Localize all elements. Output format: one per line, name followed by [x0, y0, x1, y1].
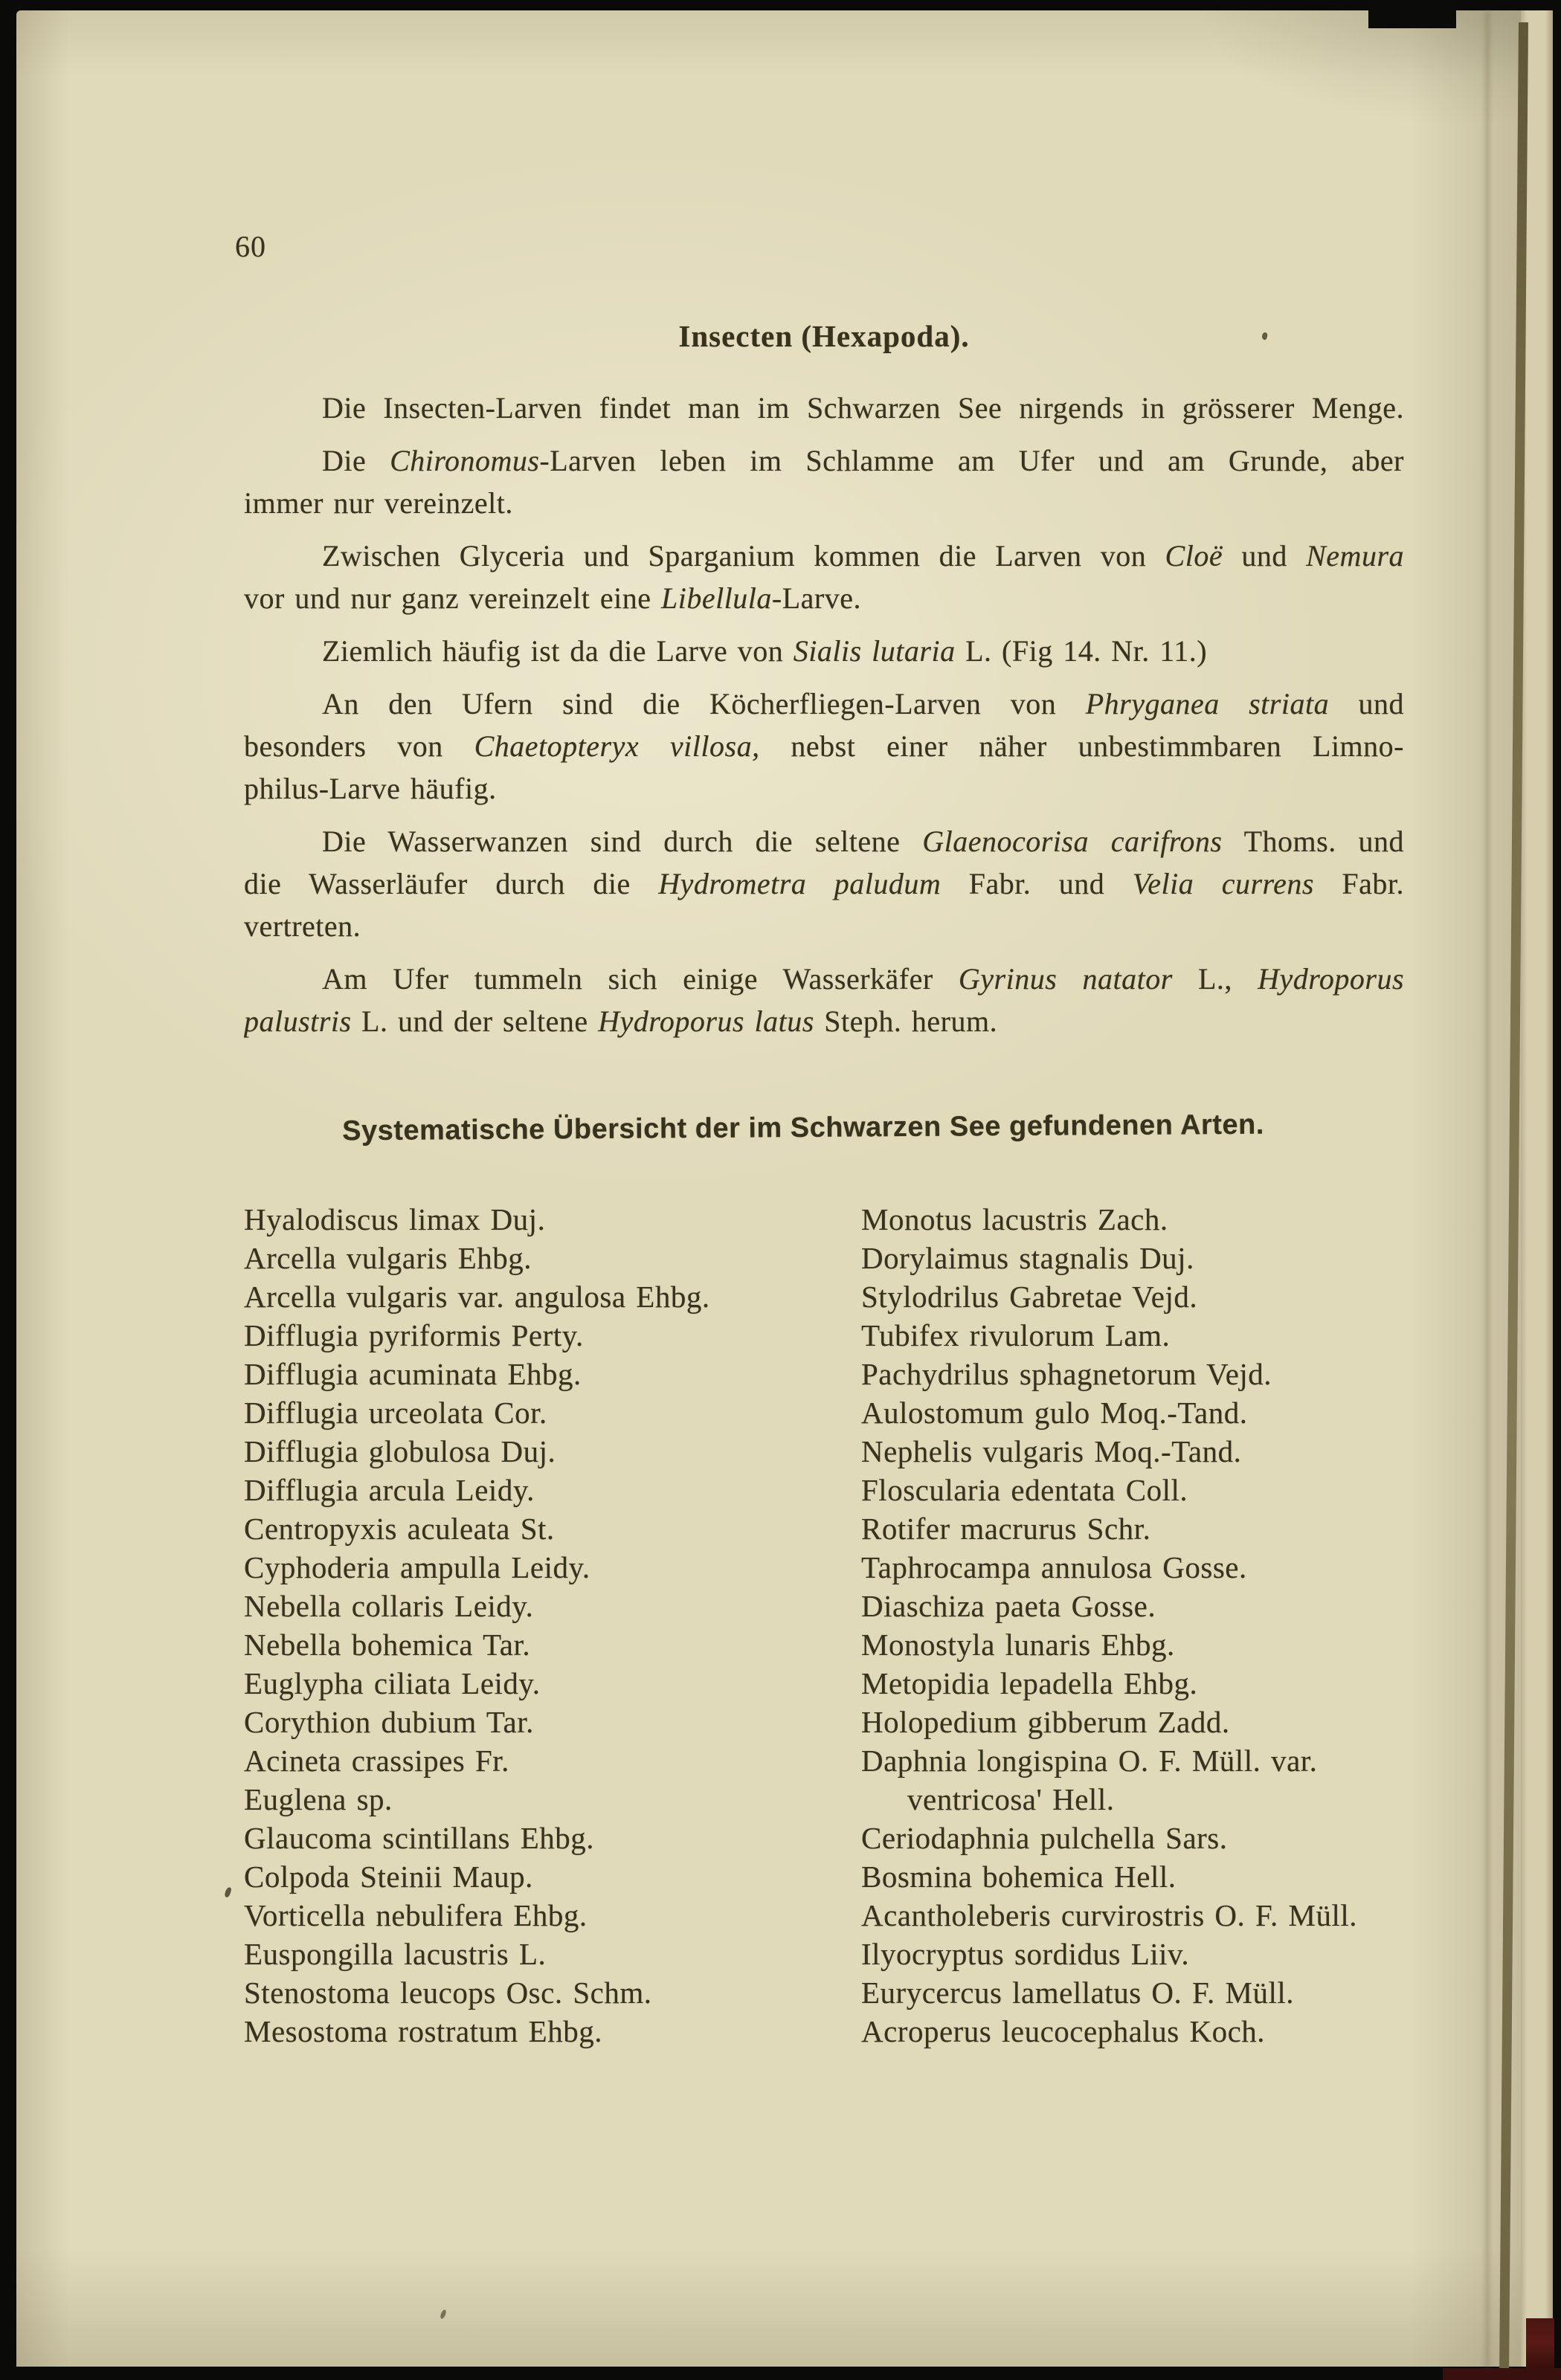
species-list-left-column: [244, 1200, 854, 2051]
body-line: [244, 535, 1404, 577]
body-line: [244, 1000, 1404, 1042]
text-segment: Ziemlich häufig ist da die Larve von: [322, 634, 794, 668]
species-item: Hyalodiscus limax Duj.: [244, 1202, 546, 1236]
paragraph: [244, 535, 1404, 619]
body-line: [244, 905, 1404, 947]
text-segment: Phryganea striata: [1085, 687, 1330, 720]
species-item: Holopedium gibberum Zadd.: [861, 1705, 1230, 1739]
text-segment: Fabr.: [1313, 867, 1404, 900]
species-item: Euglena sp.: [244, 1782, 393, 1816]
species-list-right-column: [861, 1200, 1471, 2051]
text-segment: und: [1329, 687, 1404, 720]
text-segment: Glaenocorisa carifrons: [922, 825, 1223, 858]
species-item: Euspongilla lacustris L.: [244, 1937, 547, 1971]
species-item: Difflugia pyriformis Perty.: [244, 1318, 584, 1352]
species-item: Mesostoma rostratum Ehbg.: [244, 2014, 602, 2048]
species-item: Difflugia urceolata Cor.: [244, 1396, 547, 1430]
text-segment: Hydrometra paludum: [658, 867, 942, 900]
text-segment: Zwischen Glyceria und Sparganium kommen die Larven von: [322, 539, 1165, 573]
text-segment: Steph. herum.: [814, 1004, 998, 1038]
species-item: Dorylaimus stagnalis Duj.: [861, 1241, 1194, 1275]
species-item: Ceriodaphnia pulchella Sars.: [861, 1821, 1228, 1855]
text-segment: Sialis lutaria: [793, 634, 956, 668]
chapter-heading: Insecten (Hexapoda).: [678, 319, 970, 353]
text-segment: Hydroporus: [1258, 962, 1404, 996]
text-segment: Fabr. und: [941, 867, 1133, 900]
paragraph: [244, 387, 1404, 429]
body-line: [244, 767, 1404, 810]
text-segment: Chaetopteryx villosa,: [474, 729, 760, 763]
text-segment: -Larven leben im Schlamme am Ufer und am Grunde, aber: [539, 444, 1404, 477]
text-segment: An den Ufern sind die Köcherfliegen-Larven von: [322, 687, 1086, 720]
species-item: Acroperus leucocephalus Koch.: [861, 2014, 1266, 2048]
text-segment: Velia currens: [1132, 867, 1314, 900]
species-item: Euglypha ciliata Leidy.: [244, 1666, 541, 1700]
species-item: Nephelis vulgaris Moq.-Tand.: [861, 1434, 1242, 1468]
paragraph: [244, 439, 1404, 524]
text-segment: Die: [322, 444, 390, 477]
text-segment: Die Wasserwanzen sind durch die seltene: [322, 825, 923, 858]
species-item: Stylodrilus Gabretae Vejd.: [861, 1280, 1198, 1314]
species-item: Bosmina bohemica Hell.: [861, 1860, 1177, 1894]
book-fore-edge: [1521, 10, 1553, 2367]
text-segment: Nemura: [1306, 539, 1404, 573]
species-item: Tubifex rivulorum Lam.: [861, 1318, 1171, 1352]
text-segment: L.,: [1172, 962, 1258, 996]
text-segment: immer nur vereinzelt.: [244, 486, 513, 520]
text-segment: Cloë: [1165, 539, 1223, 573]
body-line: [244, 630, 1404, 672]
text-segment: nebst einer näher unbestimmbaren Limno-: [759, 729, 1404, 763]
species-item: Acantholeberis curvirostris O. F. Müll.: [861, 1898, 1358, 1932]
species-item: Daphnia longispina O. F. Müll. var.: [861, 1744, 1318, 1778]
species-item: Metopidia lepadella Ehbg.: [861, 1666, 1198, 1700]
page-number: 60: [235, 230, 266, 263]
species-item: Nebella collaris Leidy.: [244, 1589, 534, 1623]
body-line: [244, 387, 1404, 429]
species-item: Colpoda Steinii Maup.: [244, 1860, 533, 1894]
paragraph: [244, 958, 1404, 1042]
text-segment: die Wasserläufer durch die: [244, 867, 659, 900]
text-segment: L. (Fig 14. Nr. 11.): [955, 634, 1208, 668]
body-line: [244, 482, 1404, 524]
species-item: Aulostomum gulo Moq.-Tand.: [861, 1396, 1248, 1430]
paragraph: [244, 820, 1404, 947]
species-item: Stenostoma leucops Osc. Schm.: [244, 1976, 652, 2010]
species-item: Floscularia edentata Coll.: [861, 1473, 1188, 1507]
species-item: Arcella vulgaris var. angulosa Ehbg.: [244, 1280, 710, 1314]
binding-shadow-notch: [1368, 0, 1456, 28]
body-line: [244, 820, 1404, 862]
text-segment: Die Insecten-Larven findet man im Schwarzen See nirgends in grösserer Menge.: [322, 391, 1404, 425]
species-item: Corythion dubium Tar.: [244, 1705, 534, 1739]
text-segment: Gyrinus natator: [958, 962, 1173, 996]
text-segment: palustris: [244, 1004, 352, 1038]
text-segment: vertreten.: [244, 909, 361, 943]
species-item: Difflugia globulosa Duj.: [244, 1434, 556, 1468]
species-item: Arcella vulgaris Ehbg.: [244, 1241, 532, 1275]
species-item: Acineta crassipes Fr.: [244, 1744, 509, 1778]
species-item: Ilyocryptus sordidus Liiv.: [861, 1937, 1190, 1971]
text-segment: philus-Larve häufig.: [244, 772, 497, 805]
species-item: Diaschiza paeta Gosse.: [861, 1589, 1156, 1623]
species-item: Monostyla lunaris Ehbg.: [861, 1628, 1175, 1662]
body-line: [244, 862, 1404, 905]
paragraph: [244, 683, 1404, 810]
species-item: Vorticella nebulifera Ehbg.: [244, 1898, 588, 1932]
body-line: [244, 439, 1404, 482]
body-line: [244, 683, 1404, 725]
body-line: [244, 958, 1404, 1000]
text-segment: Am Ufer tummeln sich einige Wasserkäfer: [322, 962, 959, 996]
paragraph: [244, 630, 1404, 672]
text-segment: L. und der seltene: [351, 1004, 599, 1038]
text-segment: Chironomus: [390, 444, 540, 477]
text-segment: Hydroporus latus: [598, 1004, 814, 1038]
text-segment: besonders von: [244, 729, 474, 763]
text-segment: vor und nur ganz vereinzelt eine: [244, 581, 661, 615]
red-cover-edge: [1443, 2368, 1561, 2380]
text-segment: Libellula: [660, 581, 772, 615]
species-item: Centropyxis aculeata St.: [244, 1512, 555, 1546]
body-line: [244, 725, 1404, 767]
species-item: Nebella bohemica Tar.: [244, 1628, 531, 1662]
species-item: Rotifer macrurus Schr.: [861, 1512, 1151, 1546]
species-item: Glaucoma scintillans Ehbg.: [244, 1821, 595, 1855]
species-item: Pachydrilus sphagnetorum Vejd.: [861, 1357, 1272, 1391]
species-item: Difflugia arcula Leidy.: [244, 1473, 535, 1507]
species-item: Monotus lacustris Zach.: [861, 1202, 1168, 1236]
text-segment: -Larve.: [771, 581, 861, 615]
text-segment: Thoms. und: [1222, 825, 1404, 858]
text-segment: und: [1223, 539, 1307, 573]
species-item: Taphrocampa annulosa Gosse.: [861, 1550, 1247, 1584]
page-curve-shadow: [1485, 10, 1490, 2367]
body-line: [244, 577, 1404, 619]
section-heading: Systematische Übersicht der im Schwarzen See gefundenen Arten.: [342, 1109, 1264, 1147]
species-item: Cyphoderia ampulla Leidy.: [244, 1550, 590, 1584]
species-item: Difflugia acuminata Ehbg.: [244, 1357, 582, 1391]
species-item: Eurycercus lamellatus O. F. Müll.: [861, 1976, 1295, 2010]
body-paragraphs: [244, 387, 1404, 1053]
species-item: ventricosa' Hell.: [907, 1782, 1115, 1816]
